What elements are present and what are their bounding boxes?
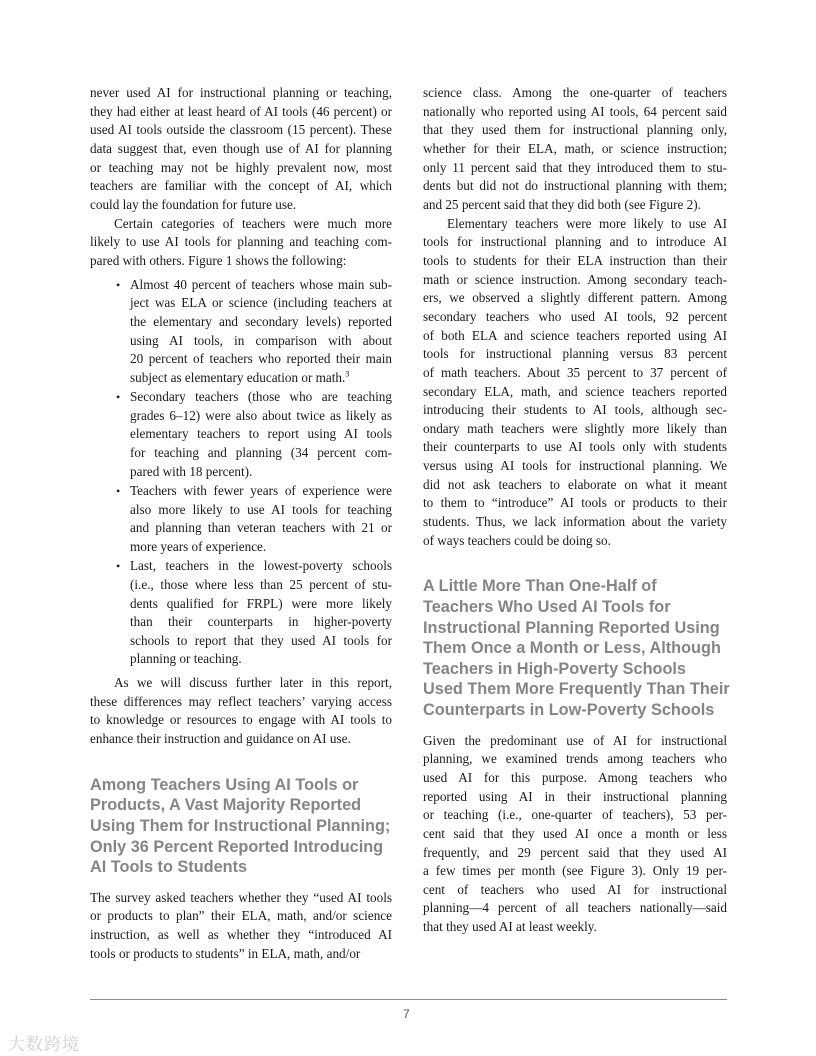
text-line: Them Once a Month or Less, Although	[423, 639, 721, 658]
text-line: nationally who reported using AI tools, 64 percent said	[423, 103, 727, 119]
text-line: planning or teaching.	[130, 651, 242, 667]
text-line: schools to report that they used AI tools for	[130, 632, 392, 648]
text-line: used AI tools outside the classroom (15 percent). These	[90, 122, 392, 138]
text-line: Only 36 Percent Reported Introducing	[90, 837, 384, 856]
bullet-item	[116, 482, 392, 557]
bullet-text	[130, 557, 392, 669]
text-line: a few times per month (see Figure 3). Only 19 per-	[423, 863, 727, 879]
paragraph	[90, 215, 392, 271]
text-line: Teachers with fewer years of experience were	[130, 482, 392, 498]
paragraph	[423, 215, 727, 551]
bullet-text	[130, 276, 392, 388]
text-line: cent of teachers who used AI for instructional	[423, 881, 727, 897]
text-line: Elementary teachers were more likely to use AI	[447, 215, 727, 231]
text-line: Last, teachers in the lowest-poverty schools	[130, 558, 392, 574]
bullet-icon: •	[116, 483, 121, 498]
text-line: of ways teachers could be doing so.	[423, 532, 611, 548]
text-line: Certain categories of teachers were much more	[114, 215, 392, 231]
right-column	[423, 84, 730, 937]
footer-divider	[90, 999, 727, 1000]
footnote-reference[interactable]: 3	[345, 369, 350, 379]
section-heading	[90, 775, 392, 878]
text-line: than their counterparts in higher-poverty	[130, 614, 392, 630]
text-line: the elementary and secondary levels) reported	[130, 313, 392, 329]
text-line: dents qualified for FRPL) were more likely	[130, 595, 392, 611]
text-line: pared with others. Figure 1 shows the following:	[90, 252, 347, 268]
text-line: or teaching (i.e., one-quarter of teachers), 53 per-	[423, 807, 727, 823]
text-line: instruction, as well as whether they “introduced AI	[90, 927, 392, 943]
text-line: that they used them for instructional planning only,	[423, 122, 727, 138]
text-line: they had either at least heard of AI tools (46 percent) or	[90, 103, 392, 119]
bullet-text	[130, 388, 392, 481]
text-line: tools for instructional planning and to introduce AI	[423, 234, 727, 250]
section-heading	[423, 576, 730, 720]
bullet-list	[116, 276, 392, 670]
text-line: pared with 18 percent).	[130, 463, 253, 479]
text-line: Almost 40 percent of teachers whose main sub-	[130, 276, 392, 292]
text-line: or products to plan” their ELA, math, and/or science	[90, 908, 392, 924]
text-line: planning, we examined trends among teachers who	[423, 751, 727, 767]
text-line: Secondary teachers (those who are teaching	[130, 389, 392, 405]
text-line: did not ask teachers to elaborate on what it meant	[423, 476, 727, 492]
text-line: that they used AI at least weekly.	[423, 919, 597, 935]
text-line: cent said that they used AI once a month or less	[423, 825, 727, 841]
text-line: science class. Among the one-quarter of teachers	[423, 85, 727, 100]
text-line: and 25 percent said that they did both (see Figure 2).	[423, 196, 701, 212]
text-line: Products, A Vast Majority Reported	[90, 796, 362, 815]
text-line: Using Them for Instructional Planning;	[90, 816, 391, 835]
text-line: secondary ELA, math, and science teachers reported	[423, 383, 727, 399]
text-line: secondary teachers who used AI tools, 92 percent	[423, 308, 727, 324]
text-line: likely to use AI tools for planning and teaching com-	[90, 234, 392, 250]
text-line: of both ELA and science teachers reported using AI	[423, 327, 727, 343]
text-line: Counterparts in Low-Poverty Schools	[423, 700, 715, 719]
text-line: introducing their students to AI tools, although sec-	[423, 402, 727, 418]
text-line: (i.e., those where less than 25 percent of stu-	[130, 576, 392, 592]
text-line: AI Tools to Students	[90, 858, 248, 877]
text-line: 20 percent of teachers who reported their main	[130, 351, 392, 367]
text-line: Teachers Who Used AI Tools for	[423, 598, 671, 616]
text-line: also more likely to use AI tools for teaching	[130, 501, 392, 517]
text-line: tools for instructional planning versus 83 percent	[423, 346, 727, 362]
bullet-item	[116, 388, 392, 481]
text-line: or teaching may not be highly prevalent now, most	[90, 159, 392, 175]
bullet-icon: •	[116, 559, 121, 574]
text-line: ject was ELA or science (including teachers at	[130, 295, 392, 311]
text-line: math or science instruction. Among secondary teach-	[423, 271, 727, 287]
bullet-icon: •	[116, 277, 121, 292]
text-line: planning—4 percent of all teachers nationally—said	[423, 900, 727, 916]
text-line: could lay the foundation for future use.	[90, 196, 297, 212]
text-line: As we will discuss further later in this report,	[114, 675, 392, 691]
text-line: never used AI for instructional planning or teaching,	[90, 85, 392, 100]
text-line: tools to students for their ELA instruction than their	[423, 252, 727, 268]
bullet-item	[116, 276, 392, 388]
text-line: ondary math teachers were slightly more likely than	[423, 420, 727, 436]
paragraph	[423, 84, 727, 215]
bullet-icon: •	[116, 390, 121, 405]
text-line: their counterparts to use AI tools only with students	[423, 439, 727, 455]
text-line: to knowledge or resources to engage with AI tools to	[90, 712, 392, 728]
text-line: of math teachers. About 35 percent to 37 percent of	[423, 364, 727, 380]
text-line: more years of experience.	[130, 538, 267, 554]
text-line: teachers are familiar with the concept of AI, which	[90, 178, 392, 194]
watermark-logo: 大数跨境	[8, 1035, 80, 1055]
text-line: using AI tools, in comparison with about	[130, 332, 392, 348]
text-line: tools or products to students” in ELA, math, and/or	[90, 945, 361, 961]
text-line: these differences may reflect teachers’ varying access	[90, 693, 392, 709]
text-line: Teachers in High-Poverty Schools	[423, 659, 686, 678]
bullet-text	[130, 482, 392, 557]
text-line: and planning than veteran teachers with 21 or	[130, 520, 392, 536]
paragraph	[90, 889, 392, 964]
text-line: Used Them More Frequently Than Their	[423, 680, 730, 699]
text-line: whether for their ELA, math, or science instruction;	[423, 140, 727, 156]
text-line: for teaching and planning (34 percent com-	[130, 445, 392, 461]
text-line: elementary teachers to report using AI tools	[130, 426, 392, 442]
text-line: data suggest that, even though use of AI for planning	[90, 140, 392, 156]
text-line: reported using AI in their instructional planning	[423, 788, 727, 804]
paragraph	[90, 674, 392, 749]
text-line: Instructional Planning Reported Using	[423, 618, 720, 637]
paragraph	[423, 732, 727, 937]
text-line: subject as elementary education or math.$^3$	[130, 369, 350, 385]
text-line: frequently, and 29 percent said that they used AI	[423, 844, 727, 860]
text-line: A Little More Than One-Half of	[423, 577, 657, 596]
text-line: dents but did not do instructional planning with them;	[423, 178, 727, 194]
text-line: only 11 percent said that they introduced them to stu-	[423, 159, 727, 175]
text-line: used AI for this purpose. Among teachers who	[423, 769, 727, 785]
paragraph	[90, 84, 392, 215]
text-line: versus using AI tools for instructional planning. We	[423, 458, 727, 474]
text-line: to them to “introduce” AI tools or products to their	[423, 495, 727, 511]
text-line: Given the predominant use of AI for instructional	[423, 732, 727, 748]
text-line: Among Teachers Using AI Tools or	[90, 775, 359, 794]
left-column	[90, 84, 392, 963]
bullet-item	[116, 557, 392, 669]
page-number: 7	[403, 1007, 410, 1021]
text-line: grades 6–12) were also about twice as likely as	[130, 407, 392, 423]
text-line: enhance their instruction and guidance on AI use.	[90, 731, 351, 747]
text-line: ers, we observed a slightly different pattern. Among	[423, 290, 727, 306]
text-line: students. Thus, we lack information about the variety	[423, 514, 727, 530]
text-line: The survey asked teachers whether they “used AI tools	[90, 889, 392, 905]
